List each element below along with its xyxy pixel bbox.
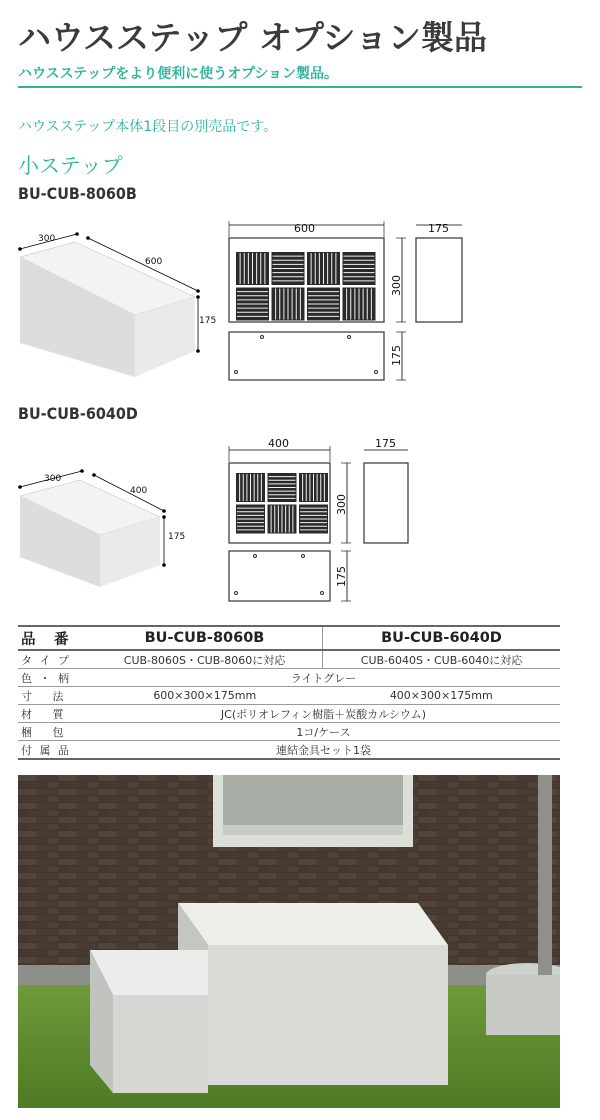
side-width-label-2: 175 (375, 437, 396, 450)
spec-row (18, 705, 560, 723)
iso-width-label-1: 300 (38, 234, 56, 244)
spec-value: 1コ/ケース (87, 723, 560, 741)
spec-value: ライトグレー (87, 669, 560, 687)
spec-value: 600×300×175mm (87, 687, 323, 705)
spec-label: 梱 包 (18, 723, 87, 741)
iso-block-2 (18, 469, 185, 587)
spec-row (18, 741, 560, 760)
spec-label: タ イ プ (18, 650, 87, 669)
spec-label: 材 質 (18, 705, 87, 723)
spec-row (18, 669, 560, 687)
top-width-label-1: 600 (294, 222, 315, 235)
spec-value: 400×300×175mm (323, 687, 561, 705)
model-code-2: BU-CUB-6040D (18, 404, 138, 423)
spec-row (18, 650, 560, 669)
top-depth-label-2: 300 (335, 494, 348, 515)
intro-text: ハウスステップ本体1段目の別売品です。 (18, 119, 278, 135)
page-subtitle: ハウスステップをより便利に使うオプション製品。 (18, 66, 339, 82)
iso-height-label-2: 175 (168, 532, 186, 542)
spec-label: 寸 法 (18, 687, 87, 705)
iso-length-label-1: 600 (145, 257, 163, 267)
spec-row (18, 687, 560, 705)
iso-length-label-2: 400 (130, 486, 148, 496)
side-width-label-1: 175 (428, 222, 449, 235)
front-height-label-2: 175 (335, 566, 348, 587)
side-view-2 (364, 437, 408, 543)
iso-block-1 (18, 232, 216, 377)
spec-row (18, 723, 560, 741)
spec-model-1: BU-CUB-8060B (87, 626, 323, 650)
spec-header-row (18, 626, 560, 650)
spec-value: JC(ポリオレフィン樹脂＋炭酸カルシウム) (87, 705, 560, 723)
header-divider (18, 86, 582, 88)
spec-value: CUB-8060S・CUB-8060に対応 (87, 650, 323, 669)
spec-model-2: BU-CUB-6040D (323, 626, 561, 650)
page-title: ハウスステップ オプション製品 (18, 18, 487, 57)
photo-step-large (178, 903, 448, 1085)
spec-value: 連結金具セット1袋 (87, 741, 560, 760)
front-height-label-1: 175 (390, 345, 403, 366)
product-photo (18, 775, 560, 1108)
product-name: 小ステップ (18, 154, 123, 178)
iso-height-label-1: 175 (199, 316, 217, 326)
top-view-2 (229, 437, 351, 543)
spec-table (18, 625, 560, 760)
product-figure-2 (0, 435, 600, 610)
photo-step-small (90, 950, 208, 1093)
product-figure-1 (0, 215, 600, 390)
spec-label: 付 属 品 (18, 741, 87, 760)
iso-width-label-2: 300 (44, 474, 62, 484)
top-depth-label-1: 300 (390, 275, 403, 296)
front-view-2 (229, 551, 351, 601)
model-code-1: BU-CUB-8060B (18, 184, 137, 203)
spec-value: CUB-6040S・CUB-6040に対応 (323, 650, 561, 669)
top-view-1 (229, 221, 406, 322)
spec-label: 色 ・ 柄 (18, 669, 87, 687)
top-width-label-2: 400 (268, 437, 289, 450)
spec-label: 品 番 (18, 626, 87, 650)
side-view-1 (416, 222, 462, 322)
front-view-1 (229, 332, 406, 380)
